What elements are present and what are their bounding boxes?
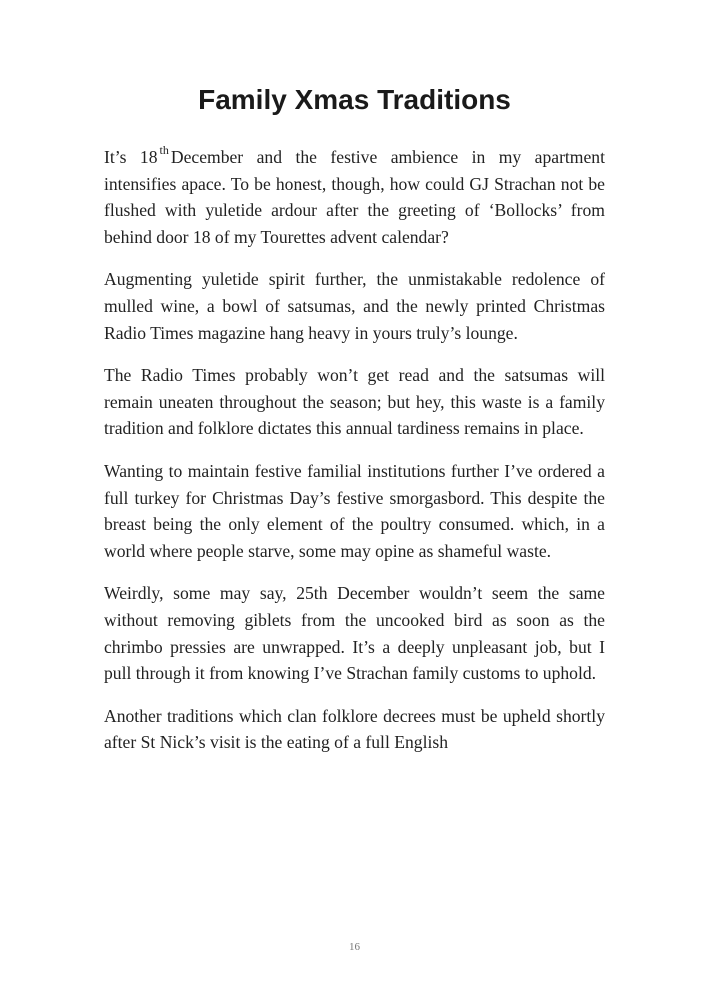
ordinal-superscript: th	[159, 143, 169, 157]
body-text	[104, 144, 605, 756]
paragraph-6: Another traditions which clan folklore decrees must be upheld shortly after St Nick’s visit is the eating of a full English	[104, 705, 605, 753]
paragraph-2: Augmenting yuletide spirit further, the unmistakable redolence of mulled wine, a bowl of satsumas, and the newly printed Christmas Radio Times magazine hang heavy in yours truly’s lounge.	[104, 269, 605, 343]
paragraph-3: The Radio Times probably won’t get read and the satsumas will remain uneaten throughout the season; but hey, this waste is a family tradition and folklore dictates this annual tardiness remains in place.	[104, 365, 605, 439]
page-title: Family Xmas Traditions	[198, 84, 511, 115]
paragraph-1	[104, 144, 605, 250]
paragraph-4: Wanting to maintain festive familial institutions further I’ve ordered a full turkey for Christmas Day’s festive smorgasbord. This despite the breast being the only element of the poultry consumed. which, in a world where people starve, some may opine as shameful waste.	[104, 460, 605, 561]
page-number: 16	[349, 941, 360, 953]
paragraph-5: Weirdly, some may say, 25th December wouldn’t seem the same without removing giblets from the uncooked bird as soon as the chrimbo pressies are unwrapped. It’s a deeply unpleasant job, but I pull through it from knowing I’ve Strachan family customs to uphold.	[104, 583, 605, 684]
paragraph-1-rest: December and the festive ambience in my apartment intensifies apace. To be honest, though, how could GJ Strachan not be flushed with yuletide ardour after the greeting of ‘Bollocks’ from behind door 18 of my Tourettes advent calendar?	[104, 147, 605, 247]
paragraph-1-start: It’s 18	[104, 147, 158, 167]
